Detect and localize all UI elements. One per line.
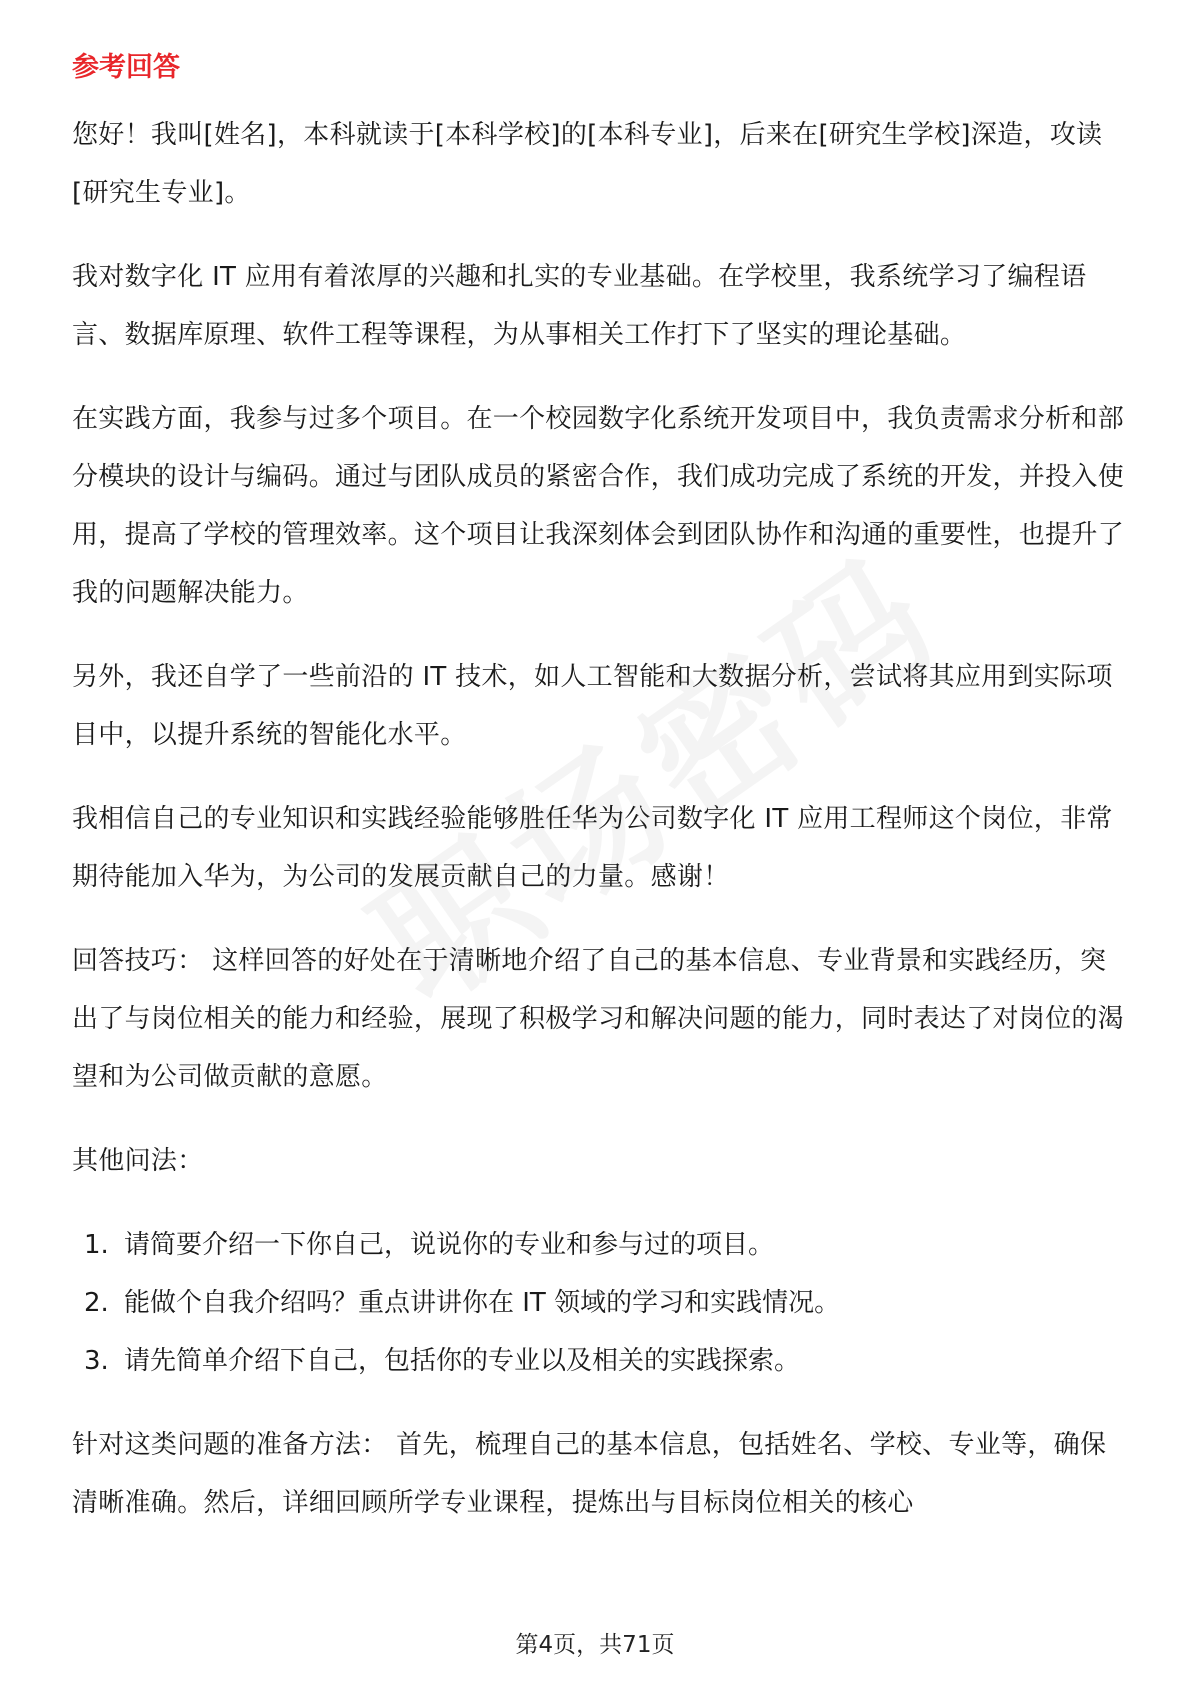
list-item — [72, 1332, 1124, 1390]
page-footer: 第4页，共71页 — [515, 1632, 675, 1658]
paragraph-closing: 我相信自己的专业知识和实践经验能够胜任华为公司数字化 IT 应用工程师这个岗位，非常期待能加入华为，为公司的发展贡献自己的力量。感谢！ — [72, 804, 1113, 892]
other-questions-list — [72, 1216, 1124, 1390]
paragraph-intro: 您好！我叫[姓名]，本科就读于[本科学校]的[本科专业]，后来在[研究生学校]深造，攻读[研究生专业]。 — [72, 120, 1103, 208]
list-number: 3. — [84, 1346, 109, 1376]
list-text: 能做个自我介绍吗？重点讲讲你在 IT 领域的学习和实践情况。 — [124, 1288, 841, 1318]
document-page — [72, 48, 1124, 1558]
list-item — [72, 1216, 1124, 1274]
paragraph-practice: 在实践方面，我参与过多个项目。在一个校园数字化系统开发项目中，我负责需求分析和部分模块的设计与编码。通过与团队成员的紧密合作，我们成功完成了系统的开发，并投入使用，提高了学校的管理效率。这个项目让我深刻体会到团队协作和沟通的重要性，也提升了我的问题解决能力。 — [72, 404, 1125, 608]
list-number: 2. — [84, 1288, 109, 1318]
section-heading: 参考回答 — [72, 52, 180, 83]
paragraph-other-questions: 其他问法： — [72, 1146, 204, 1176]
paragraph-self-study: 另外，我还自学了一些前沿的 IT 技术，如人工智能和大数据分析，尝试将其应用到实际项目中，以提升系统的智能化水平。 — [72, 662, 1113, 750]
list-number: 1. — [84, 1230, 109, 1260]
paragraph-interest: 我对数字化 IT 应用有着浓厚的兴趣和扎实的专业基础。在学校里，我系统学习了编程语言、数据库原理、软件工程等课程，为从事相关工作打下了坚实的理论基础。 — [72, 262, 1087, 350]
paragraph-tips: 回答技巧： 这样回答的好处在于清晰地介绍了自己的基本信息、专业背景和实践经历，突出了与岗位相关的能力和经验，展现了积极学习和解决问题的能力，同时表达了对岗位的渴望和为公司做贡献的意愿。 — [72, 946, 1125, 1092]
list-item — [72, 1274, 1124, 1332]
paragraph-preparation: 针对这类问题的准备方法： 首先，梳理自己的基本信息，包括姓名、学校、专业等，确保清晰准确。然后，详细回顾所学专业课程，提炼出与目标岗位相关的核心 — [72, 1430, 1107, 1518]
list-text: 请先简单介绍下自己，包括你的专业以及相关的实践探索。 — [124, 1346, 801, 1376]
list-text: 请简要介绍一下你自己，说说你的专业和参与过的项目。 — [124, 1230, 775, 1260]
